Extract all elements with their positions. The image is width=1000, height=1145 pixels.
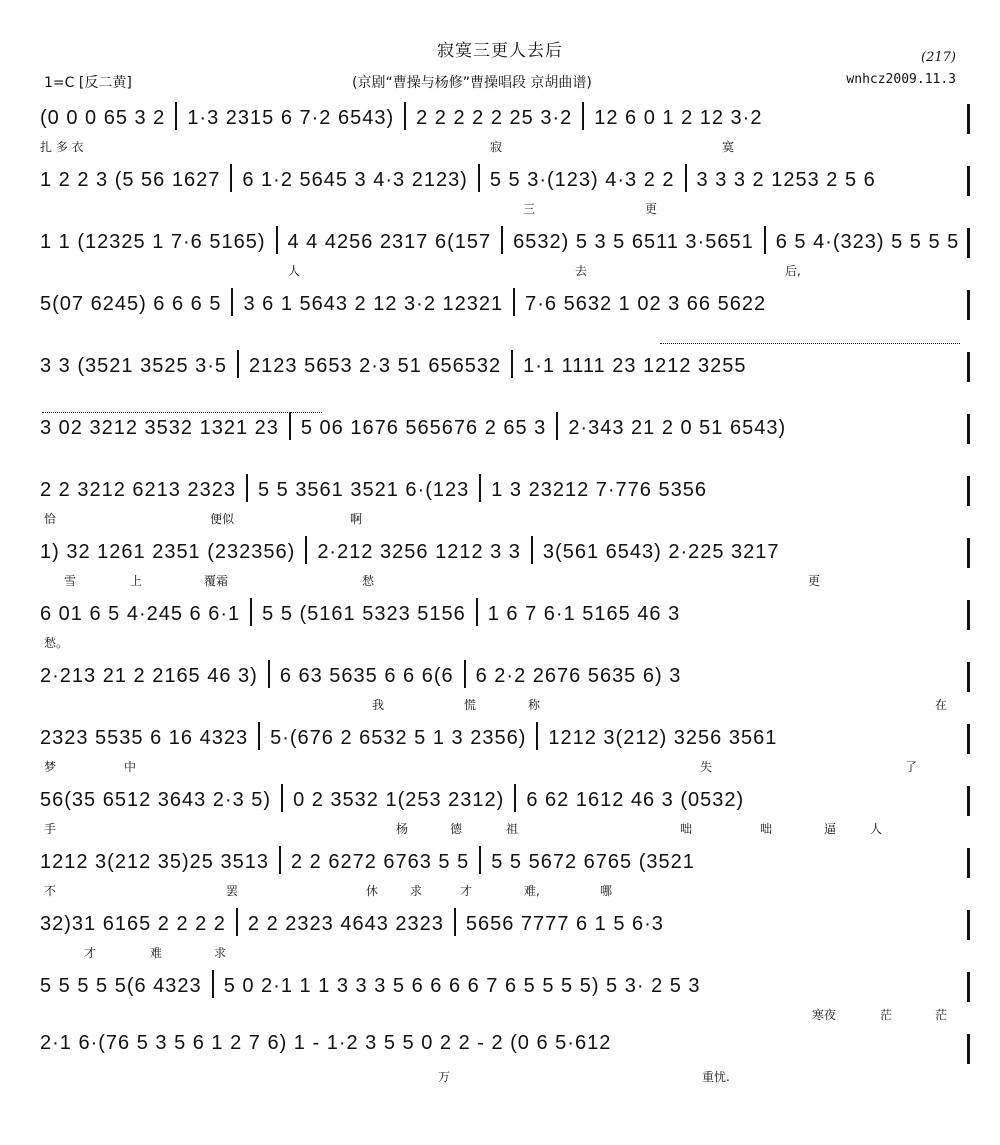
transcriber-credit: wnhcz2009.11.3 bbox=[846, 72, 956, 87]
measure: 4 4 4256 2317 6(157 bbox=[287, 231, 492, 253]
bar-line bbox=[305, 536, 307, 564]
dotted-extension-line bbox=[42, 412, 322, 413]
lyric-syllable: 失 bbox=[700, 760, 713, 774]
lyric-syllable: 逼 bbox=[824, 822, 837, 836]
lyric-syllable: 便似 bbox=[210, 512, 235, 526]
score-row bbox=[40, 412, 970, 474]
lyric-syllable: 中 bbox=[124, 760, 137, 774]
measure: 3 3 3 2 1253 2 5 6 bbox=[696, 169, 876, 191]
bar-line bbox=[511, 350, 513, 378]
measure: 6 62 1612 46 3 (0532) bbox=[526, 789, 745, 811]
bar-line bbox=[276, 226, 278, 254]
score-row bbox=[40, 660, 970, 722]
lyric-syllable: 手 bbox=[44, 822, 57, 836]
bar-line bbox=[967, 352, 970, 382]
measure: 1212 3(212) 3256 3561 bbox=[548, 727, 778, 749]
measure: 6 1·2 5645 3 4·3 2123) bbox=[242, 169, 468, 191]
score-row bbox=[40, 846, 970, 908]
lyric-syllable: 慌 bbox=[464, 698, 477, 712]
bar-line bbox=[967, 476, 970, 506]
score-row bbox=[40, 784, 970, 846]
lyric-syllable: 覆霜 bbox=[204, 574, 229, 588]
measure: 56(35 6512 3643 2·3 5) bbox=[40, 789, 272, 811]
measure: 2 2 2 2 2 25 3·2 bbox=[416, 107, 573, 129]
score-row bbox=[40, 226, 970, 288]
notation-line bbox=[40, 784, 970, 812]
measure: 1 1 (12325 1 7·6 5165) bbox=[40, 231, 266, 253]
score-row bbox=[40, 722, 970, 784]
bar-line bbox=[967, 662, 970, 692]
bar-line bbox=[556, 412, 558, 440]
lyric-syllable: 人 bbox=[870, 822, 883, 836]
lyrics-line bbox=[40, 510, 970, 530]
score-row bbox=[40, 350, 970, 412]
lyrics-line bbox=[40, 634, 970, 654]
lyrics-line bbox=[40, 262, 970, 282]
lyric-syllable: 更 bbox=[808, 574, 821, 588]
lyric-syllable: 万 bbox=[438, 1070, 451, 1084]
bar-line bbox=[967, 166, 970, 196]
bar-line bbox=[479, 846, 481, 874]
bar-line bbox=[513, 288, 515, 316]
lyrics-line bbox=[40, 696, 970, 716]
measure: 3(561 6543) 2·225 3217 bbox=[542, 541, 780, 563]
lyrics-line bbox=[40, 820, 970, 840]
bar-line bbox=[967, 724, 970, 754]
lyric-syllable: 后, bbox=[785, 264, 801, 278]
lyric-syllable: 才 bbox=[460, 884, 473, 898]
measure: 5656 7777 6 1 5 6·3 bbox=[465, 913, 664, 935]
notation-line bbox=[40, 536, 970, 564]
song-title: 寂寞三更人去后 bbox=[437, 41, 563, 61]
lyric-syllable: 人 bbox=[288, 264, 301, 278]
bar-line bbox=[967, 972, 970, 1002]
score-row bbox=[40, 908, 970, 970]
lyric-syllable: 茫 bbox=[935, 1008, 948, 1022]
lyric-syllable: 梦 bbox=[44, 760, 57, 774]
lyric-syllable: 咄 bbox=[680, 822, 693, 836]
lyrics-line bbox=[40, 758, 970, 778]
lyrics-line bbox=[40, 572, 970, 592]
dotted-extension-line bbox=[660, 343, 960, 344]
measure: 6532) 5 3 5 6511 3·5651 bbox=[513, 231, 754, 253]
bar-line bbox=[479, 474, 481, 502]
notation-line bbox=[40, 660, 970, 688]
bar-line bbox=[231, 288, 233, 316]
bar-line bbox=[454, 908, 456, 936]
measure: 6 01 6 5 4·245 6 6·1 bbox=[40, 603, 241, 625]
measure: 6 5 4·(323) 5 5 5 5 bbox=[775, 231, 960, 253]
bar-line bbox=[514, 784, 516, 812]
bar-line bbox=[531, 536, 533, 564]
measure: 2·213 21 2 2165 46 3) bbox=[40, 665, 258, 687]
lyric-syllable: 了 bbox=[905, 760, 918, 774]
lyric-syllable: 愁。 bbox=[44, 636, 69, 650]
measure: 5 5 5672 6765 (3521 bbox=[491, 851, 695, 873]
lyric-syllable: 我 bbox=[372, 698, 385, 712]
lyric-syllable: 求 bbox=[214, 946, 227, 960]
bar-line bbox=[967, 414, 970, 444]
lyric-syllable: 去 bbox=[575, 264, 588, 278]
notation-line bbox=[40, 412, 970, 440]
lyric-syllable: 咄 bbox=[760, 822, 773, 836]
notation-line bbox=[40, 846, 970, 874]
bar-line bbox=[258, 722, 260, 750]
lyrics-line bbox=[40, 944, 970, 964]
measure: 2 2 3212 6213 2323 bbox=[40, 479, 236, 501]
lyric-syllable: 更 bbox=[645, 202, 658, 216]
bar-line bbox=[967, 848, 970, 878]
lyric-syllable: 称 bbox=[528, 698, 541, 712]
lyric-syllable: 难, bbox=[524, 884, 540, 898]
notation-line bbox=[40, 1032, 970, 1055]
measure: 7·6 5632 1 02 3 66 5622 bbox=[525, 293, 767, 315]
measure: 6 63 5635 6 6 6(6 bbox=[279, 665, 454, 687]
notation-line bbox=[40, 474, 970, 502]
bar-line bbox=[685, 164, 687, 192]
bar-line bbox=[268, 660, 270, 688]
lyric-syllable: 愁 bbox=[362, 574, 375, 588]
score-row bbox=[40, 970, 970, 1032]
measure: 12 6 0 1 2 12 3·2 bbox=[594, 107, 763, 129]
score-row bbox=[40, 164, 970, 226]
lyric-syllable: 啊 bbox=[350, 512, 363, 526]
lyrics-line bbox=[40, 324, 970, 344]
score-row bbox=[40, 474, 970, 536]
measure: 2 2 2323 4643 2323 bbox=[247, 913, 444, 935]
notation-line bbox=[40, 908, 970, 936]
key-signature: 1=C [反二黄] bbox=[44, 75, 132, 91]
measure: 1) 32 1261 2351 (232356) bbox=[40, 541, 296, 563]
lyrics-line bbox=[40, 1068, 970, 1088]
lyric-syllable: 祖 bbox=[506, 822, 519, 836]
lyric-syllable: 寞 bbox=[722, 140, 735, 154]
lyric-syllable: 雪 bbox=[64, 574, 77, 588]
notation-line bbox=[40, 970, 970, 998]
measure: 6 2·2 2676 5635 6) 3 bbox=[475, 665, 682, 687]
score-row bbox=[40, 598, 970, 660]
lyric-syllable: 寒夜 bbox=[812, 1008, 837, 1022]
lyric-syllable: 求 bbox=[410, 884, 423, 898]
lyric-syllable: 茫 bbox=[880, 1008, 893, 1022]
measure: 5 5 (5161 5323 5156 bbox=[262, 603, 466, 625]
score-row bbox=[40, 288, 970, 350]
notation-line bbox=[40, 722, 970, 750]
bar-line bbox=[967, 228, 970, 258]
bar-line bbox=[967, 104, 970, 134]
bar-line bbox=[237, 350, 239, 378]
bar-line bbox=[250, 598, 252, 626]
lyric-syllable: 德 bbox=[450, 822, 463, 836]
lyrics-line bbox=[40, 138, 970, 158]
measure: 2·343 21 2 0 51 6543) bbox=[568, 417, 787, 439]
lyrics-line bbox=[40, 386, 970, 406]
lyric-syllable: 恰 bbox=[44, 512, 57, 526]
bar-line bbox=[967, 786, 970, 816]
measure: 2·212 3256 1212 3 3 bbox=[317, 541, 521, 563]
measure: 1·3 2315 6 7·2 6543) bbox=[187, 107, 395, 129]
song-subtitle: (京剧“曹操与杨修”曹操唱段 京胡曲谱) bbox=[352, 75, 592, 91]
bar-line bbox=[230, 164, 232, 192]
lyric-syllable: 才 bbox=[84, 946, 97, 960]
notation-line bbox=[40, 226, 970, 254]
bar-line bbox=[967, 1034, 970, 1064]
bar-line bbox=[279, 846, 281, 874]
bar-line bbox=[764, 226, 766, 254]
bar-line bbox=[582, 102, 584, 130]
score-row bbox=[40, 1032, 970, 1094]
bar-line bbox=[501, 226, 503, 254]
measure: 1212 3(212 35)25 3513 bbox=[40, 851, 269, 873]
measure: 1 2 2 3 (5 56 1627 bbox=[40, 169, 221, 191]
score-row bbox=[40, 102, 970, 164]
measure: 32)31 6165 2 2 2 2 bbox=[40, 913, 226, 935]
lyric-syllable: 寂 bbox=[490, 140, 503, 154]
bar-line bbox=[967, 290, 970, 320]
measure: 5·(676 2 6532 5 1 3 2356) bbox=[270, 727, 527, 749]
measure: 5 06 1676 565676 2 65 3 bbox=[300, 417, 547, 439]
lyric-syllable: 不 bbox=[44, 884, 57, 898]
lyric-syllable: 休 bbox=[366, 884, 379, 898]
notation-line bbox=[40, 164, 970, 192]
measure: 3 02 3212 3532 1321 23 bbox=[40, 417, 279, 439]
measure: 1 6 7 6·1 5165 46 3 bbox=[487, 603, 681, 625]
notation-line bbox=[40, 598, 970, 626]
bar-line bbox=[967, 600, 970, 630]
lyric-syllable: 重忧. bbox=[702, 1070, 730, 1084]
bar-line bbox=[246, 474, 248, 502]
lyric-syllable: 扎 多 衣 bbox=[40, 140, 84, 154]
measure: 1·1 1111 23 1212 3255 bbox=[523, 355, 747, 377]
lyric-syllable: 难 bbox=[150, 946, 163, 960]
lyric-syllable: 哪 bbox=[600, 884, 613, 898]
measure: 0 2 3532 1(253 2312) bbox=[293, 789, 505, 811]
measure: 3 3 (3521 3525 3·5 bbox=[40, 355, 228, 377]
measure: 2123 5653 2·3 51 656532 bbox=[249, 355, 502, 377]
notation-line bbox=[40, 288, 970, 316]
measure: 5 5 3561 3521 6·(123 bbox=[257, 479, 470, 501]
measure: 1 3 23212 7·776 5356 bbox=[491, 479, 707, 501]
bar-line bbox=[404, 102, 406, 130]
bar-line bbox=[536, 722, 538, 750]
bar-line bbox=[967, 910, 970, 940]
page-number: (217) bbox=[921, 50, 956, 65]
lyrics-line bbox=[40, 448, 970, 468]
measure: 5 0 2·1 1 1 3 3 3 5 6 6 6 6 7 6 5 5 5 5) 5 3· 2 5 3 bbox=[223, 975, 701, 997]
lyrics-line bbox=[40, 200, 970, 220]
measure: 5 5 3·(123) 4·3 2 2 bbox=[489, 169, 675, 191]
bar-line bbox=[464, 660, 466, 688]
lyrics-line bbox=[40, 882, 970, 902]
bar-line bbox=[281, 784, 283, 812]
lyric-syllable: 罢 bbox=[226, 884, 239, 898]
bar-line bbox=[175, 102, 177, 130]
bar-line bbox=[289, 412, 291, 440]
lyrics-line bbox=[40, 1006, 970, 1026]
bar-line bbox=[967, 538, 970, 568]
score-row bbox=[40, 536, 970, 598]
bar-line bbox=[212, 970, 214, 998]
measure: 2·1 6·(76 5 3 5 6 1 2 7 6) 1 - 1·2 3 5 5 0 2 2 - 2 (0 6 5·612 bbox=[40, 1032, 612, 1054]
lyric-syllable: 杨 bbox=[396, 822, 409, 836]
lyric-syllable: 三 bbox=[523, 202, 536, 216]
measure: 2 2 6272 6763 5 5 bbox=[290, 851, 470, 873]
measure: 5 5 5 5 5(6 4323 bbox=[40, 975, 202, 997]
measure: 5(07 6245) 6 6 6 5 bbox=[40, 293, 222, 315]
notation-line bbox=[40, 350, 970, 378]
measure: 3 6 1 5643 2 12 3·2 12321 bbox=[243, 293, 504, 315]
bar-line bbox=[236, 908, 238, 936]
lyric-syllable: 在 bbox=[935, 698, 948, 712]
measure: (0 0 0 65 3 2 bbox=[40, 107, 166, 129]
bar-line bbox=[476, 598, 478, 626]
lyric-syllable: 上 bbox=[130, 574, 143, 588]
notation-line bbox=[40, 102, 970, 130]
bar-line bbox=[478, 164, 480, 192]
measure: 2323 5535 6 16 4323 bbox=[40, 727, 249, 749]
